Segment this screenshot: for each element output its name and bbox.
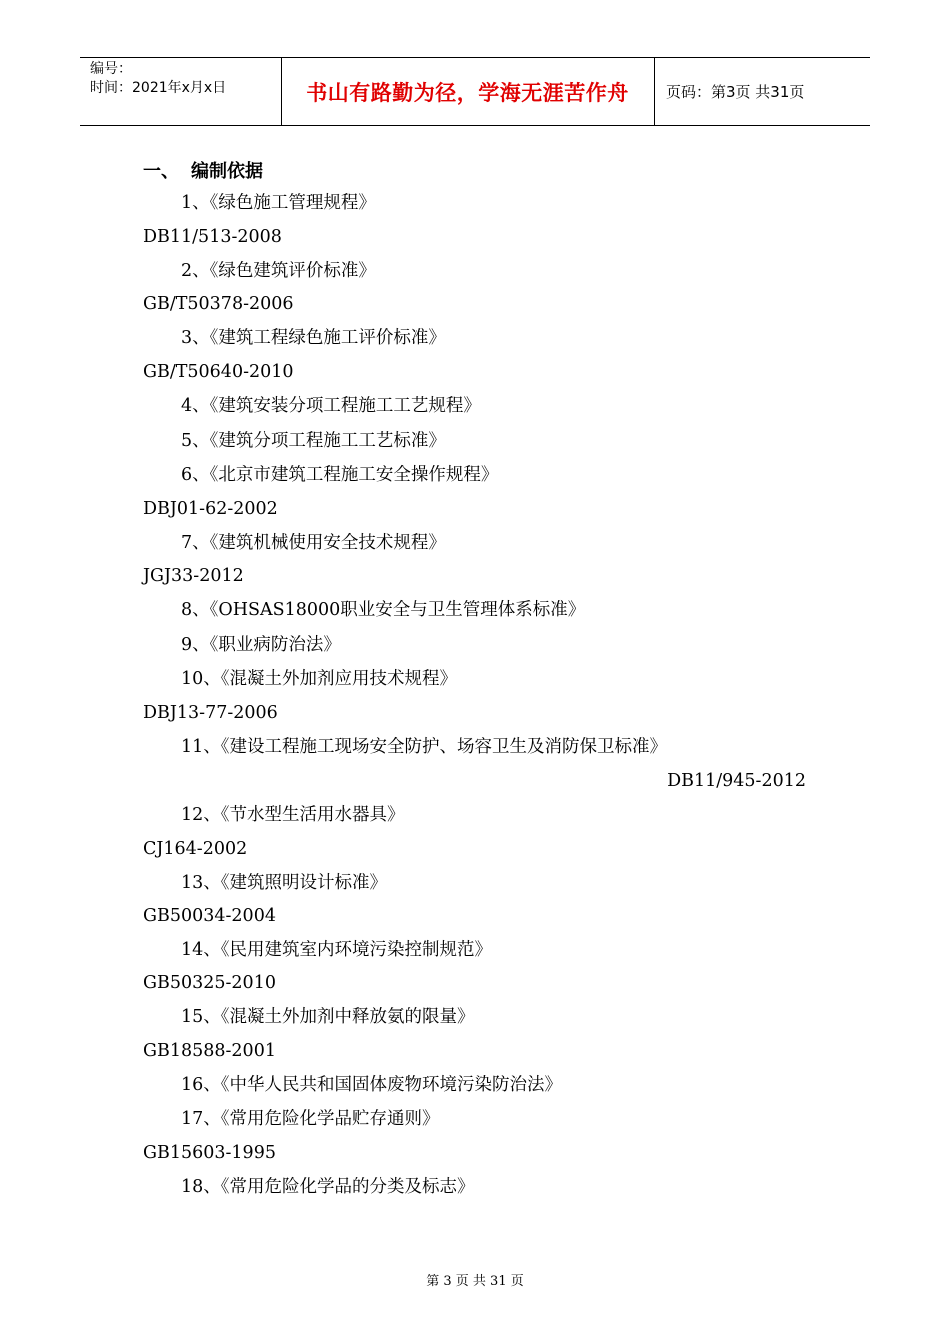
reference-item: 18、《常用危险化学品的分类及标志》 [181, 1177, 475, 1197]
header-motto: 书山有路勤为径，学海无涯苦作舟 [306, 80, 629, 105]
section-heading [143, 157, 263, 183]
header-divider [654, 58, 655, 125]
header-meta [90, 60, 226, 98]
reference-item: 3、《建筑工程绿色施工评价标准》 [181, 328, 446, 348]
reference-code: DB11/513-2008 [143, 227, 282, 247]
reference-code: GB/T50640-2010 [143, 362, 294, 382]
reference-code: GB50034-2004 [143, 906, 276, 926]
reference-code: GB/T50378-2006 [143, 294, 294, 314]
reference-code: DBJ01-62-2002 [143, 499, 278, 519]
reference-item: 5、《建筑分项工程施工工艺标准》 [181, 431, 446, 451]
reference-code: GB18588-2001 [143, 1041, 276, 1061]
reference-item: 11、《建设工程施工现场安全防护、场容卫生及消防保卫标准》 [181, 737, 668, 757]
reference-item: 8、《OHSAS18000职业安全与卫生管理体系标准》 [181, 600, 586, 620]
reference-item: 2、《绿色建筑评价标准》 [181, 261, 376, 281]
reference-item: 4、《建筑安装分项工程施工工艺规程》 [181, 396, 481, 416]
reference-item: 6、《北京市建筑工程施工安全操作规程》 [181, 465, 499, 485]
reference-item: 9、《职业病防治法》 [181, 635, 341, 655]
header-time-label: 时间：2021年x月x日 [90, 80, 227, 96]
reference-code: JGJ33-2012 [143, 566, 244, 586]
reference-code: GB50325-2010 [143, 973, 276, 993]
reference-code: CJ164-2002 [143, 839, 248, 859]
document-header [80, 57, 870, 126]
reference-code: GB15603-1995 [143, 1143, 276, 1163]
reference-item: 7、《建筑机械使用安全技术规程》 [181, 533, 446, 553]
reference-item: 15、《混凝土外加剂中释放氨的限量》 [181, 1007, 475, 1027]
section-title: 编制依据 [191, 161, 263, 182]
page-footer: 第 3 页 共 31 页 [426, 1274, 524, 1289]
reference-code: DB11/945-2012 [667, 771, 806, 791]
reference-item: 1、《绿色施工管理规程》 [181, 193, 376, 213]
reference-item: 17、《常用危险化学品贮存通则》 [181, 1109, 440, 1129]
section-number: 一、 [143, 161, 179, 182]
reference-code: DBJ13-77-2006 [143, 703, 278, 723]
reference-item: 10、《混凝土外加剂应用技术规程》 [181, 669, 458, 689]
header-page-info: 页码：第3页 共31页 [666, 83, 805, 101]
reference-item: 12、《节水型生活用水器具》 [181, 805, 405, 825]
header-number-label: 编号： [90, 61, 132, 77]
reference-item: 13、《建筑照明设计标准》 [181, 873, 388, 893]
reference-item: 16、《中华人民共和国固体废物环境污染防治法》 [181, 1075, 563, 1095]
reference-item: 14、《民用建筑室内环境污染控制规范》 [181, 940, 493, 960]
